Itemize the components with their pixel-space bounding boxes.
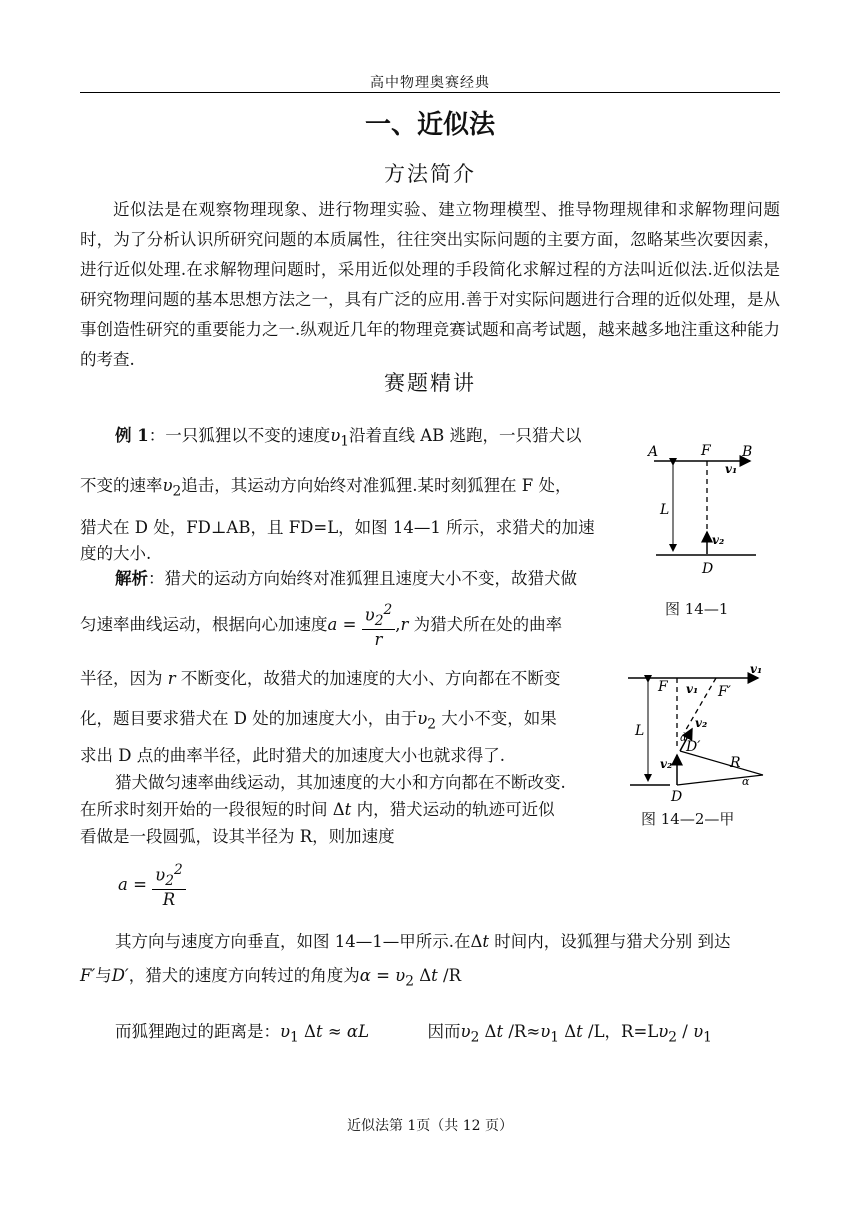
- header-rule: [80, 92, 780, 93]
- example-label: 例 1: [115, 426, 149, 445]
- label-v2: v₂: [712, 533, 725, 547]
- label-d: D: [702, 561, 714, 577]
- example1-line3: 猎犬在 D 处，FD⊥AB，且 FD=L，如图 14—1 所示，求猎犬的加速: [80, 518, 595, 537]
- label-v1-lower: v₁: [686, 682, 699, 696]
- solution-line3: 半径，因为 r 不断变化，故猎犬的加速度的大小、方向都在不断变: [80, 669, 561, 688]
- example1-line2: 不变的速率$\upsilon_2$追击，其运动方向始终对准狐狸.某时刻狐狸在 F 处，: [80, 476, 572, 500]
- label-l: L: [635, 723, 645, 739]
- label-alpha-top: α: [680, 733, 687, 744]
- example1-line4: 度的大小.: [80, 544, 152, 563]
- figure-14-2-caption: 图 14—2—甲: [641, 810, 735, 828]
- label-f-prime: F′: [718, 684, 731, 700]
- label-v1: v₁: [750, 665, 763, 676]
- page-footer: 近似法第 1页（共 12 页）: [346, 1118, 514, 1134]
- label-alpha: α: [742, 775, 750, 788]
- radius-line: [677, 775, 763, 785]
- section-heading-intro: 方法简介: [384, 162, 476, 186]
- intro-paragraph: [80, 195, 780, 375]
- label-r: R: [730, 755, 741, 771]
- solution-line7: 在所求时刻开始的一段很短的时间 Δt 内，猎犬运动的轨迹可近似: [80, 800, 555, 819]
- example1-line1: 例 1：一只狐狸以不变的速度$\upsilon_1$沿着直线 AB 逃跑，一只猎犬以: [115, 426, 582, 450]
- label-f: F: [658, 679, 668, 695]
- solution-line10: F′与D′，猎犬的速度方向转过的角度为$\alpha = \upsilon_2$ Δt /R: [80, 966, 461, 990]
- label-d-prime: D′: [686, 739, 701, 755]
- solution-line9: 其方向与速度方向垂直，如图 14—1—甲所示.在Δt 时间内，设狐狸与猎犬分别 到达: [115, 932, 731, 951]
- solution-line4: 化，题目要求猎犬在 D 处的加速度大小，由于$\upsilon_2$ 大小不变，如果: [80, 709, 557, 733]
- solution-line8: 看做是一段圆弧，设其半径为 R，则加速度: [80, 827, 395, 846]
- label-v2-prime: v₂: [695, 716, 708, 730]
- figure-14-1: [630, 440, 770, 580]
- page-header: 高中物理奥赛经典: [370, 75, 490, 91]
- figure-14-1-caption: 图 14—1: [665, 600, 729, 618]
- solution-line1: 解析：猎犬的运动方向始终对准狐狸且速度大小不变，故猎犬做: [115, 569, 577, 588]
- accel-equation: a = $\frac{\upsilon_2^2}{R}$: [118, 862, 186, 909]
- solution-line2: 匀速率曲线运动，根据向心加速度a = $\frac{\upsilon_2^2}{r}$ ,r 为猎犬所在处的曲率: [80, 602, 563, 649]
- label-a: A: [648, 444, 659, 460]
- label-l: L: [660, 502, 670, 518]
- solution-line6: 猎犬做匀速率曲线运动，其加速度的大小和方向都在不断改变.: [115, 773, 566, 792]
- label-f: F: [701, 443, 711, 459]
- label-d: D: [671, 789, 683, 805]
- label-b: B: [742, 444, 753, 460]
- label-v1: v₁: [725, 462, 738, 476]
- section-heading-problems: 赛题精讲: [384, 371, 476, 395]
- solution-line5: 求出 D 点的曲率半径，此时猎犬的加速度大小也就求得了.: [80, 746, 505, 765]
- solution-line11: 而狐狸跑过的距离是：$\upsilon_1$ Δt ≈ αL 因而$\upsilon_2$ Δt $/R\approx\upsilon_1$ Δt /L，$R=L\upsilon_2 / \upsilon_1$: [115, 1022, 712, 1046]
- figure-14-2-jia: [620, 665, 770, 805]
- intro-text: 近似法是在观察物理现象、进行物理实验、建立物理模型、推导物理规律和求解物理问题时，为了分析认识所研究问题的本质属性，往往突出实际问题的主要方面，忽略某些次要因素，进行近似处理.在求解物理问题时，采用近似处理的手段简化求解过程的方法叫近似法.近似法是研究物理问题的基本思想方法之一，具有广泛的应用.善于对实际问题进行合理的近似处理，是从事创造性研究的重要能力之一.纵观近几年的物理竞赛试题和高考试题，越来越多地注重这种能力的考查.: [80, 200, 780, 369]
- solution-label: 解析: [115, 569, 148, 588]
- chapter-title: 一、近似法: [364, 110, 495, 140]
- label-v2: v₂: [660, 757, 673, 771]
